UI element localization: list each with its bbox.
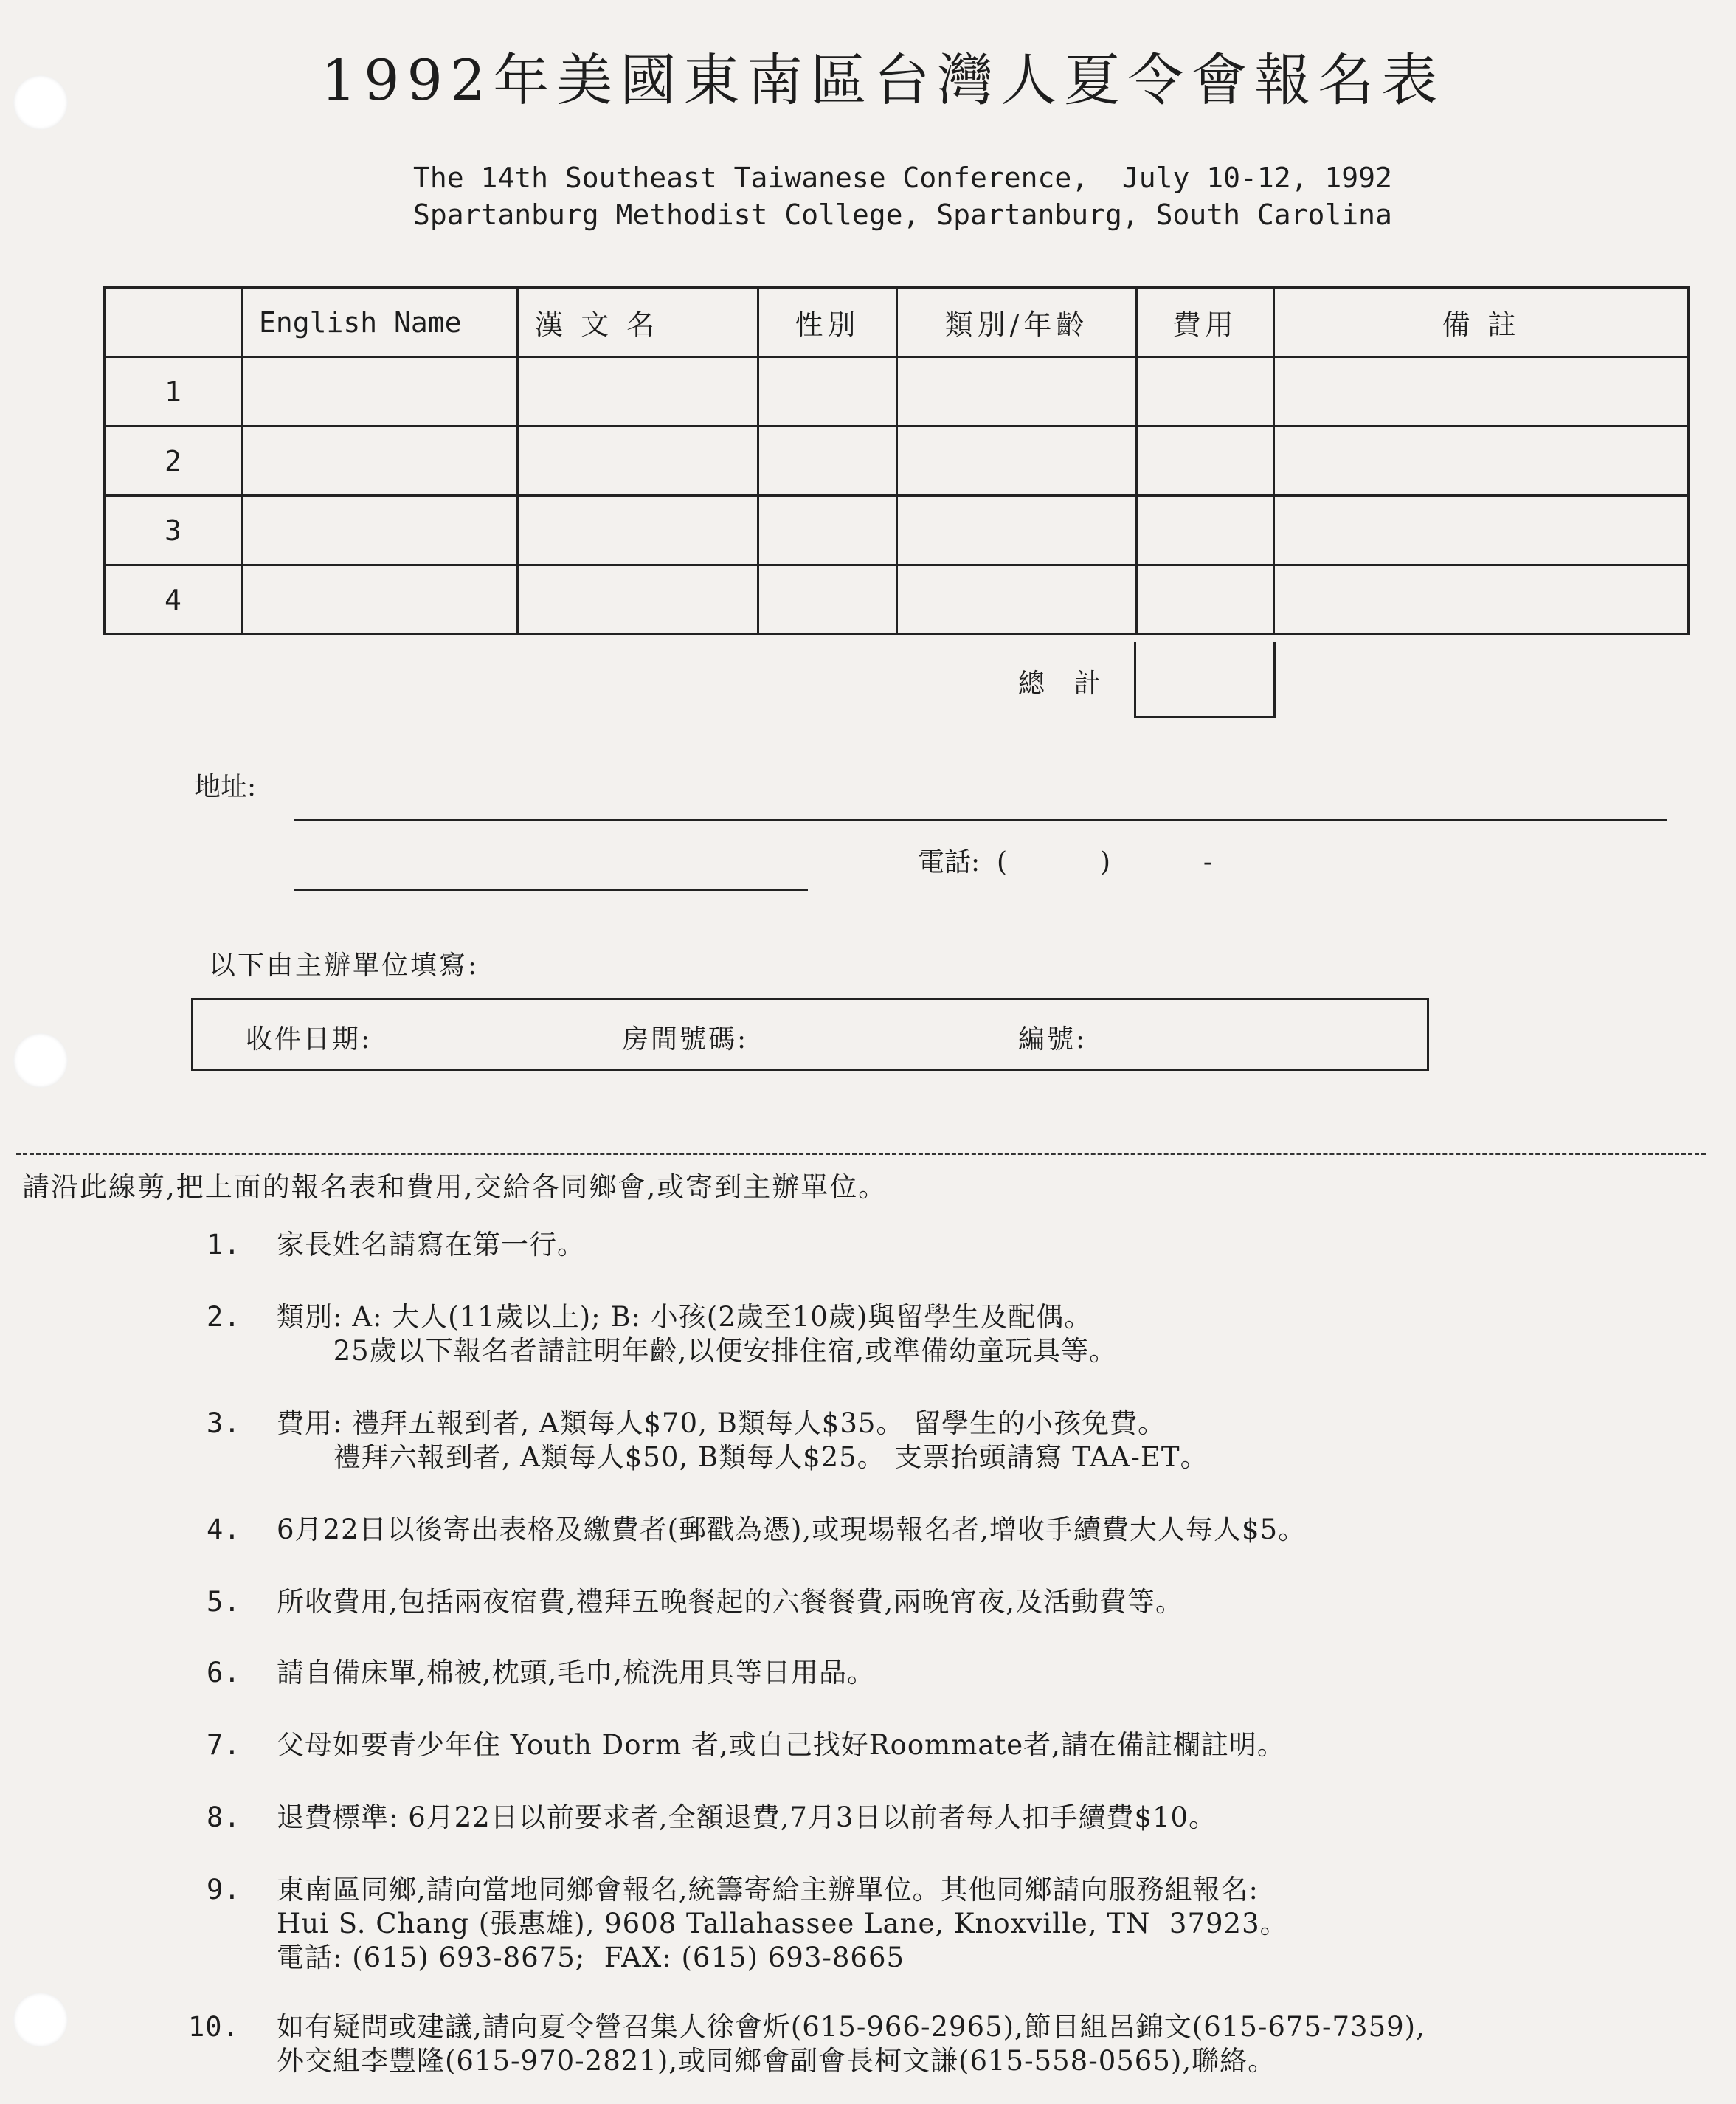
phone-paren-close: ) xyxy=(1099,847,1111,877)
form-title: 1992年美國東南區台灣人夏令會報名表 xyxy=(320,47,1445,113)
fee-cell[interactable] xyxy=(1137,427,1274,496)
conference-subtitle xyxy=(413,159,1392,233)
category-age-cell[interactable] xyxy=(897,565,1137,635)
category-age-cell[interactable] xyxy=(897,496,1137,565)
chinese-name-cell[interactable] xyxy=(518,496,758,565)
gender-cell[interactable] xyxy=(758,496,897,565)
remarks-cell[interactable] xyxy=(1274,496,1689,565)
table-row xyxy=(105,565,1689,635)
note-item xyxy=(207,1513,1306,1547)
category-age-cell[interactable] xyxy=(897,357,1137,427)
category-age-cell[interactable] xyxy=(897,427,1137,496)
note-text: 請自備床單,棉被,枕頭,毛巾,梳洗用具等日用品。 xyxy=(277,1657,876,1689)
header-fee: 費用 xyxy=(1137,288,1274,357)
gender-cell[interactable] xyxy=(758,427,897,496)
table-row xyxy=(105,357,1689,427)
note-item xyxy=(207,1228,585,1262)
note-number: 4. xyxy=(207,1514,241,1545)
gender-cell[interactable] xyxy=(758,565,897,635)
header-gender: 性別 xyxy=(758,288,897,357)
note-item xyxy=(207,1873,1288,1975)
note-text: 類別: A: 大人(11歲以上); B: 小孩(2歲至10歲)與留學生及配偶。 25歲以下報名者請註明年齡,以便安排住宿,或準備幼童玩具等。 xyxy=(277,1301,1118,1367)
office-use-label: 以下由主辦單位填寫: xyxy=(209,951,480,981)
total-label: 總 計 xyxy=(1018,669,1111,699)
phone-field[interactable] xyxy=(918,841,1212,879)
note-number: 6. xyxy=(207,1657,241,1689)
row-number: 3 xyxy=(105,496,242,565)
gender-cell[interactable] xyxy=(758,357,897,427)
serial-number-label: 編號: xyxy=(1018,1024,1087,1055)
note-item xyxy=(207,1801,1217,1835)
received-date-label: 收件日期: xyxy=(246,1024,373,1055)
english-name-cell[interactable] xyxy=(242,357,518,427)
header-blank xyxy=(105,288,242,357)
english-name-cell[interactable] xyxy=(242,565,518,635)
address-label: 地址: xyxy=(194,772,257,802)
note-number: 2. xyxy=(207,1301,241,1333)
remarks-cell[interactable] xyxy=(1274,427,1689,496)
fee-cell[interactable] xyxy=(1137,357,1274,427)
note-number: 9. xyxy=(207,1874,241,1905)
room-number-label: 房間號碼: xyxy=(622,1024,749,1055)
table-header-row xyxy=(105,288,1689,357)
note-item xyxy=(207,1728,1285,1762)
header-category-age: 類別/年齡 xyxy=(897,288,1137,357)
note-text: 所收費用,包括兩夜宿費,禮拜五晚餐起的六餐餐費,兩晚宵夜,及活動費等。 xyxy=(277,1586,1184,1618)
subtitle-line-1: The 14th Southeast Taiwanese Conference, July 10-12, 1992 xyxy=(413,162,1392,194)
note-text: 東南區同鄉,請向當地同鄉會報名,統籌寄給主辦單位。其他同鄉請向服務組報名: Hui S. Chang (張惠雄), 9608 Tallahassee Lane, Knoxville, TN 37923。 電話: (615) 693-8675; FAX: (615) 693-8665 xyxy=(277,1874,1288,1973)
note-item xyxy=(188,2010,1425,2078)
row-number: 4 xyxy=(105,565,242,635)
table-row xyxy=(105,427,1689,496)
phone-label: 電話: xyxy=(918,847,981,877)
note-number: 3. xyxy=(207,1407,241,1439)
chinese-name-cell[interactable] xyxy=(518,427,758,496)
chinese-name-cell[interactable] xyxy=(518,565,758,635)
cut-instruction: 請沿此線剪,把上面的報名表和費用,交給各同鄉會,或寄到主辦單位。 xyxy=(22,1171,888,1203)
note-text: 如有疑問或建議,請向夏令營召集人徐會炘(615-966-2965),節目組呂錦文(615-675-7359), 外交組李豐隆(615-970-2821),或同鄉會副會長柯文謙(615-558-0565),聯絡。 xyxy=(277,2011,1425,2077)
note-item xyxy=(207,1300,1117,1368)
address-line-1[interactable] xyxy=(294,819,1667,821)
header-chinese-name: 漢 文 名 xyxy=(518,288,758,357)
office-use-box xyxy=(191,998,1429,1071)
note-text: 費用: 禮拜五報到者, A類每人$70, B類每人$35。 留學生的小孩免費。 禮拜六報到者, A類每人$50, B類每人$25。 支票抬頭請寫 TAA-ET。 xyxy=(277,1407,1208,1473)
fee-cell[interactable] xyxy=(1137,565,1274,635)
fee-cell[interactable] xyxy=(1137,496,1274,565)
note-text: 家長姓名請寫在第一行。 xyxy=(277,1229,585,1260)
punch-hole-bottom xyxy=(13,1993,68,2047)
note-text: 6月22日以後寄出表格及繳費者(郵戳為憑),或現場報名者,增收手續費大人每人$5。 xyxy=(277,1514,1307,1545)
english-name-cell[interactable] xyxy=(242,496,518,565)
note-item xyxy=(207,1585,1183,1619)
row-number: 1 xyxy=(105,357,242,427)
note-number: 8. xyxy=(207,1801,241,1833)
note-text: 退費標準: 6月22日以前要求者,全額退費,7月3日以前者每人扣手續費$10。 xyxy=(277,1801,1217,1833)
row-number: 2 xyxy=(105,427,242,496)
note-number: 10. xyxy=(188,2011,240,2043)
remarks-cell[interactable] xyxy=(1274,357,1689,427)
note-text: 父母如要青少年住 Youth Dorm 者,或自己找好Roommate者,請在備註欄註明。 xyxy=(277,1729,1285,1761)
phone-dash: - xyxy=(1203,847,1213,877)
note-number: 5. xyxy=(207,1586,241,1618)
address-line-2[interactable] xyxy=(294,889,808,891)
note-number: 1. xyxy=(207,1229,241,1260)
subtitle-line-2: Spartanburg Methodist College, Spartanburg, South Carolina xyxy=(413,199,1392,231)
remarks-cell[interactable] xyxy=(1274,565,1689,635)
chinese-name-cell[interactable] xyxy=(518,357,758,427)
note-item xyxy=(207,1656,875,1690)
punch-hole-middle xyxy=(13,1033,68,1088)
english-name-cell[interactable] xyxy=(242,427,518,496)
header-english-name: English Name xyxy=(242,288,518,357)
total-fee-box[interactable] xyxy=(1134,642,1276,718)
note-item xyxy=(207,1407,1208,1474)
phone-paren-open: ( xyxy=(997,847,1008,877)
header-remarks: 備 註 xyxy=(1274,288,1689,357)
cut-line xyxy=(16,1153,1706,1155)
table-row xyxy=(105,496,1689,565)
note-number: 7. xyxy=(207,1729,241,1761)
registration-table xyxy=(103,286,1690,635)
